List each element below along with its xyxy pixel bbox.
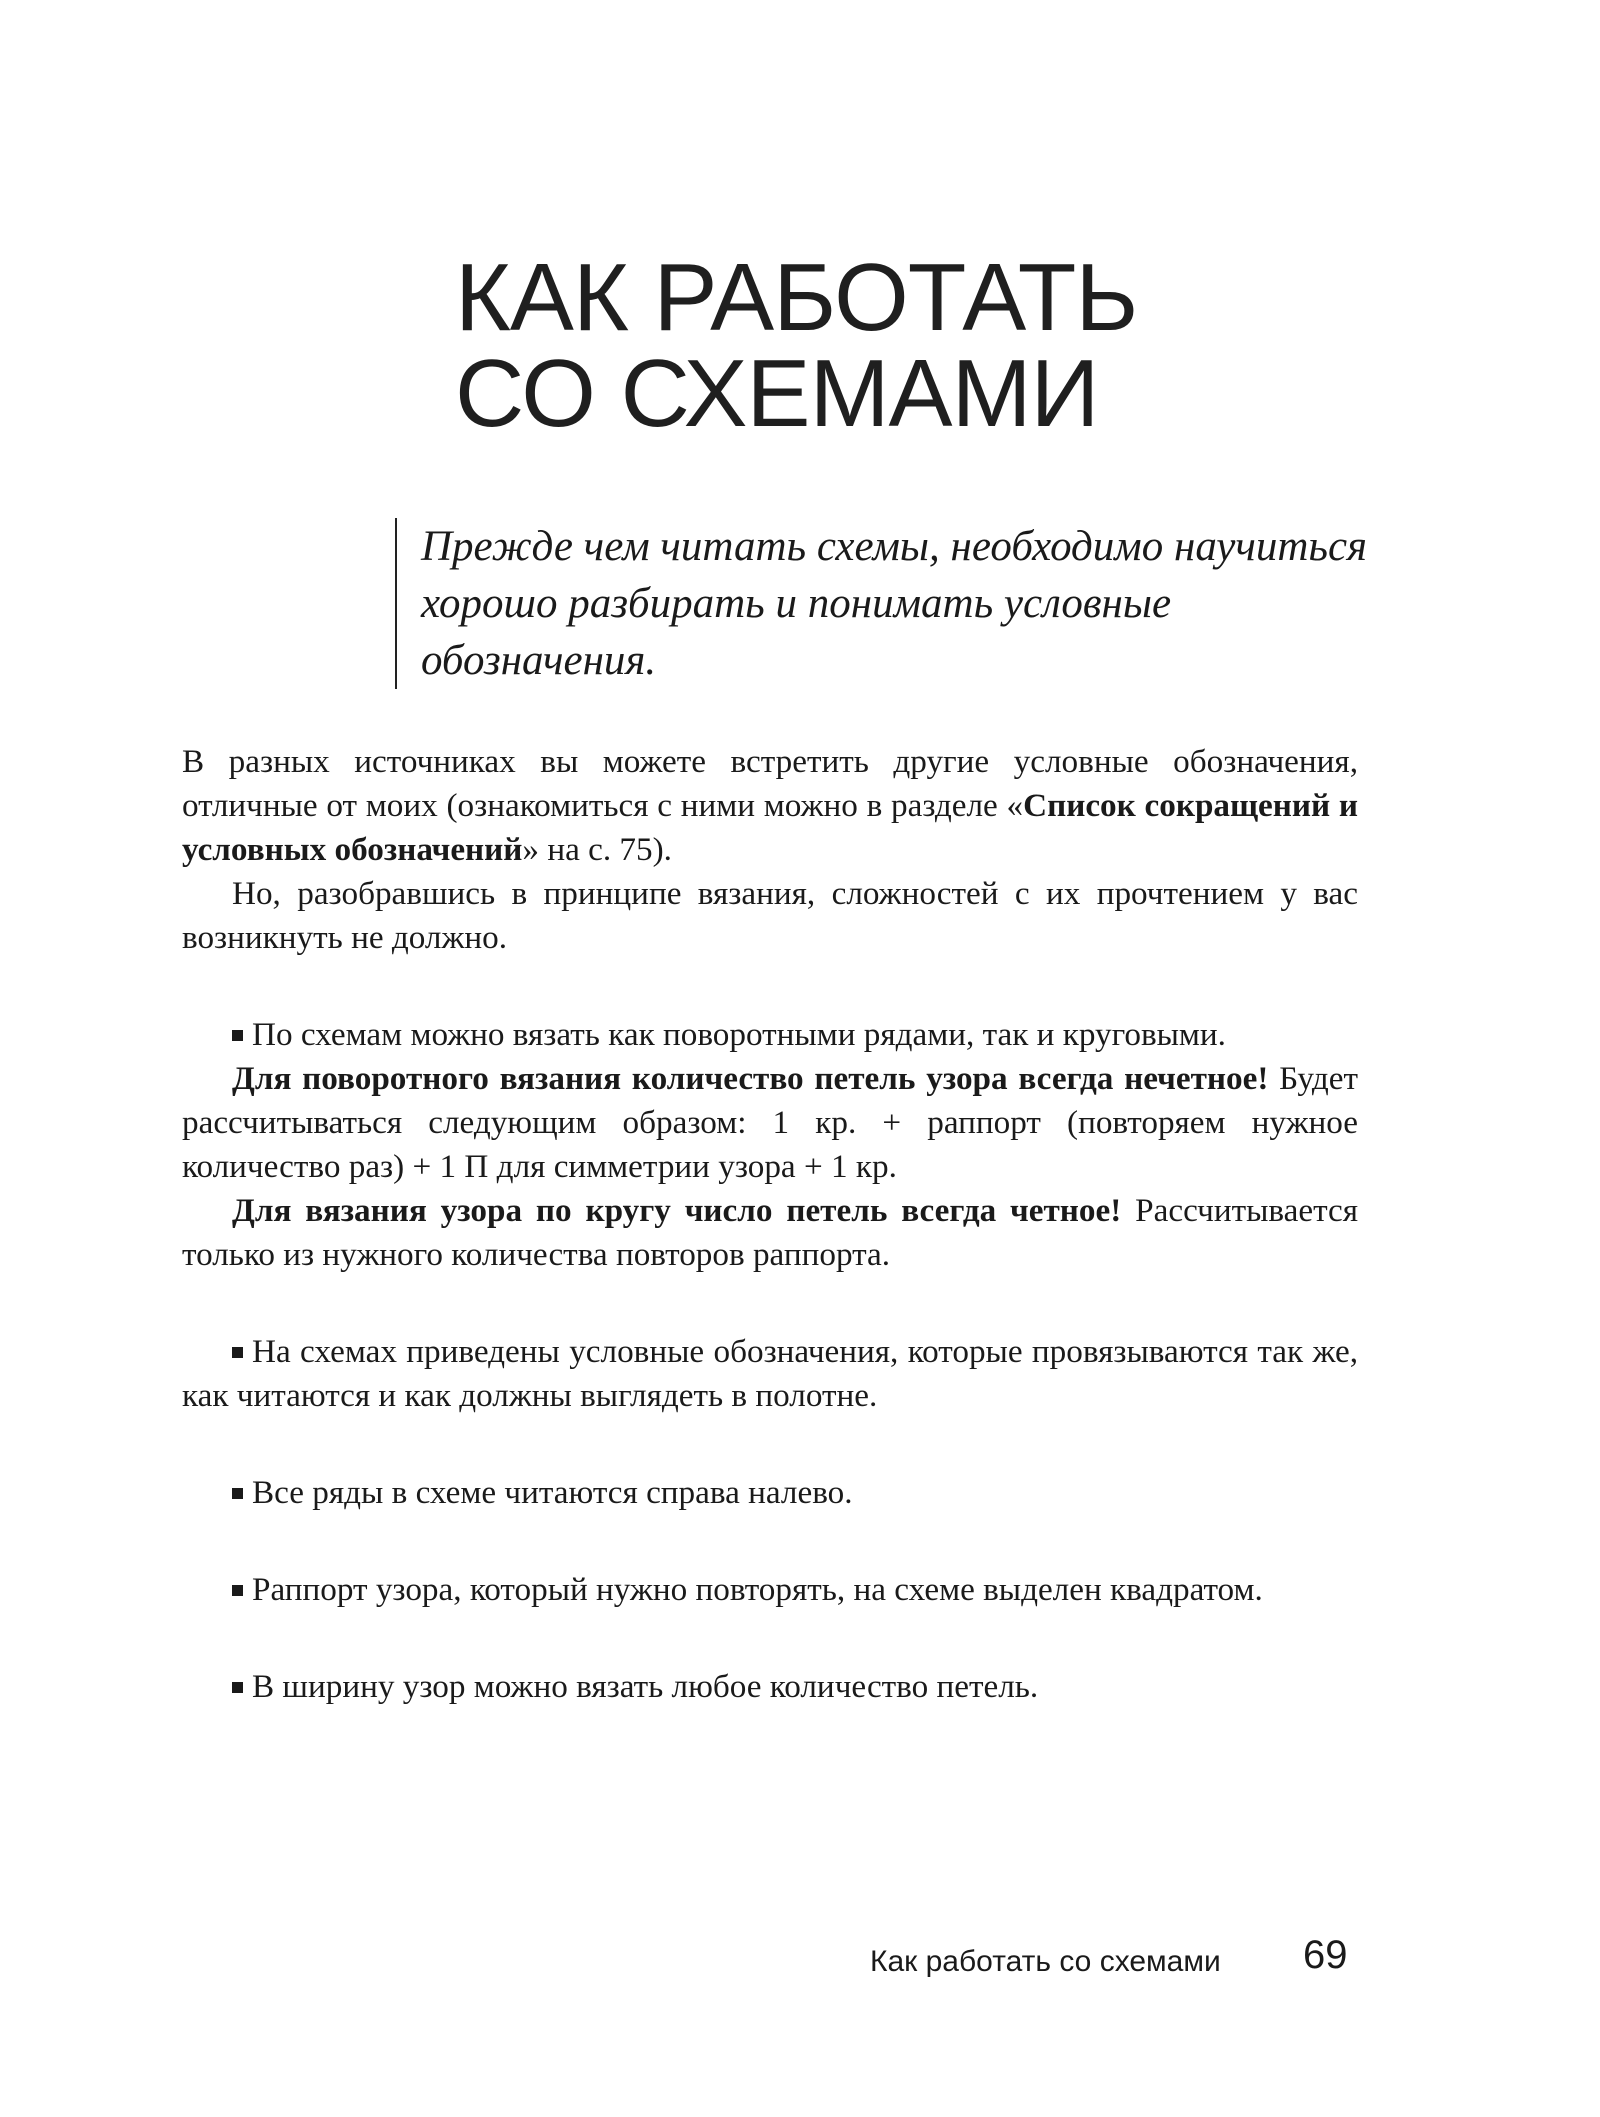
running-footer-title: Как работать со схемами <box>870 1945 1221 1978</box>
bullet-item-4 <box>182 1568 1358 1612</box>
bullet-square-icon <box>232 1030 243 1041</box>
flat-knitting-text: Будет рассчитываться следующим образом: 1 кр. + раппорт (повторяем нужное количество раз) + 1 П для симметрии узора + 1 кр. <box>182 1060 1359 1185</box>
intro-text-end: » на с. 75). <box>522 831 672 868</box>
page-title <box>455 244 1255 447</box>
intro-paragraph <box>182 740 1358 872</box>
intro-text-start: В разных источниках вы можете встретить другие условные обозначения, отличные от моих (ознакомиться с ними можно в разделе « <box>182 743 1358 824</box>
body-text <box>182 740 1358 1709</box>
bullet-item-5 <box>182 1665 1358 1709</box>
intro-paragraph-2: Но, разобравшись в принципе вязания, сложностей с их прочтением у вас возникнуть не должно. <box>182 875 1358 956</box>
epigraph-text: Прежде чем читать схемы, необходимо научиться хорошо разбирать и понимать условные обозначения. <box>421 523 1368 684</box>
bullet-item-3 <box>182 1471 1358 1515</box>
bullet-text-3: Все ряды в схеме читаются справа налево. <box>252 1474 853 1511</box>
bullet-square-icon <box>232 1682 243 1693</box>
bullet-text-2: На схемах приведены условные обозначения, которые провязываются так же, как читаются и как должны выглядеть в полотне. <box>182 1333 1358 1414</box>
round-knitting-rule: Для вязания узора по кругу число петель всегда четное! <box>232 1192 1122 1229</box>
bullet-square-icon <box>232 1488 243 1499</box>
round-knitting-paragraph <box>182 1189 1358 1277</box>
bullet-item-1 <box>182 1013 1358 1057</box>
bullet-text-5: В ширину узор можно вязать любое количество петель. <box>252 1668 1039 1705</box>
flat-knitting-rule: Для поворотного вязания количество петель узора всегда нечетное! <box>232 1060 1269 1097</box>
bullet-text-4: Раппорт узора, который нужно повторять, на схеме выделен квадратом. <box>252 1571 1263 1608</box>
round-knitting-text: Рассчитывается только из нужного количества повторов раппорта. <box>182 1192 1358 1273</box>
flat-knitting-paragraph <box>182 1057 1358 1189</box>
bullet-text-1: По схемам можно вязать как поворотными рядами, так и круговыми. <box>252 1016 1226 1053</box>
page-title-line-2: СО СХЕМАМИ <box>455 340 1099 447</box>
page-title-line-1: КАК РАБОТАТЬ <box>455 244 1138 351</box>
page-number: 69 <box>1303 1933 1348 1977</box>
bullet-square-icon <box>232 1585 243 1596</box>
bullet-square-icon <box>232 1347 243 1358</box>
bullet-item-2 <box>182 1330 1358 1418</box>
abbreviations-reference: Список сокращений и условных обозначений <box>182 787 1358 868</box>
epigraph-block <box>395 518 1381 689</box>
